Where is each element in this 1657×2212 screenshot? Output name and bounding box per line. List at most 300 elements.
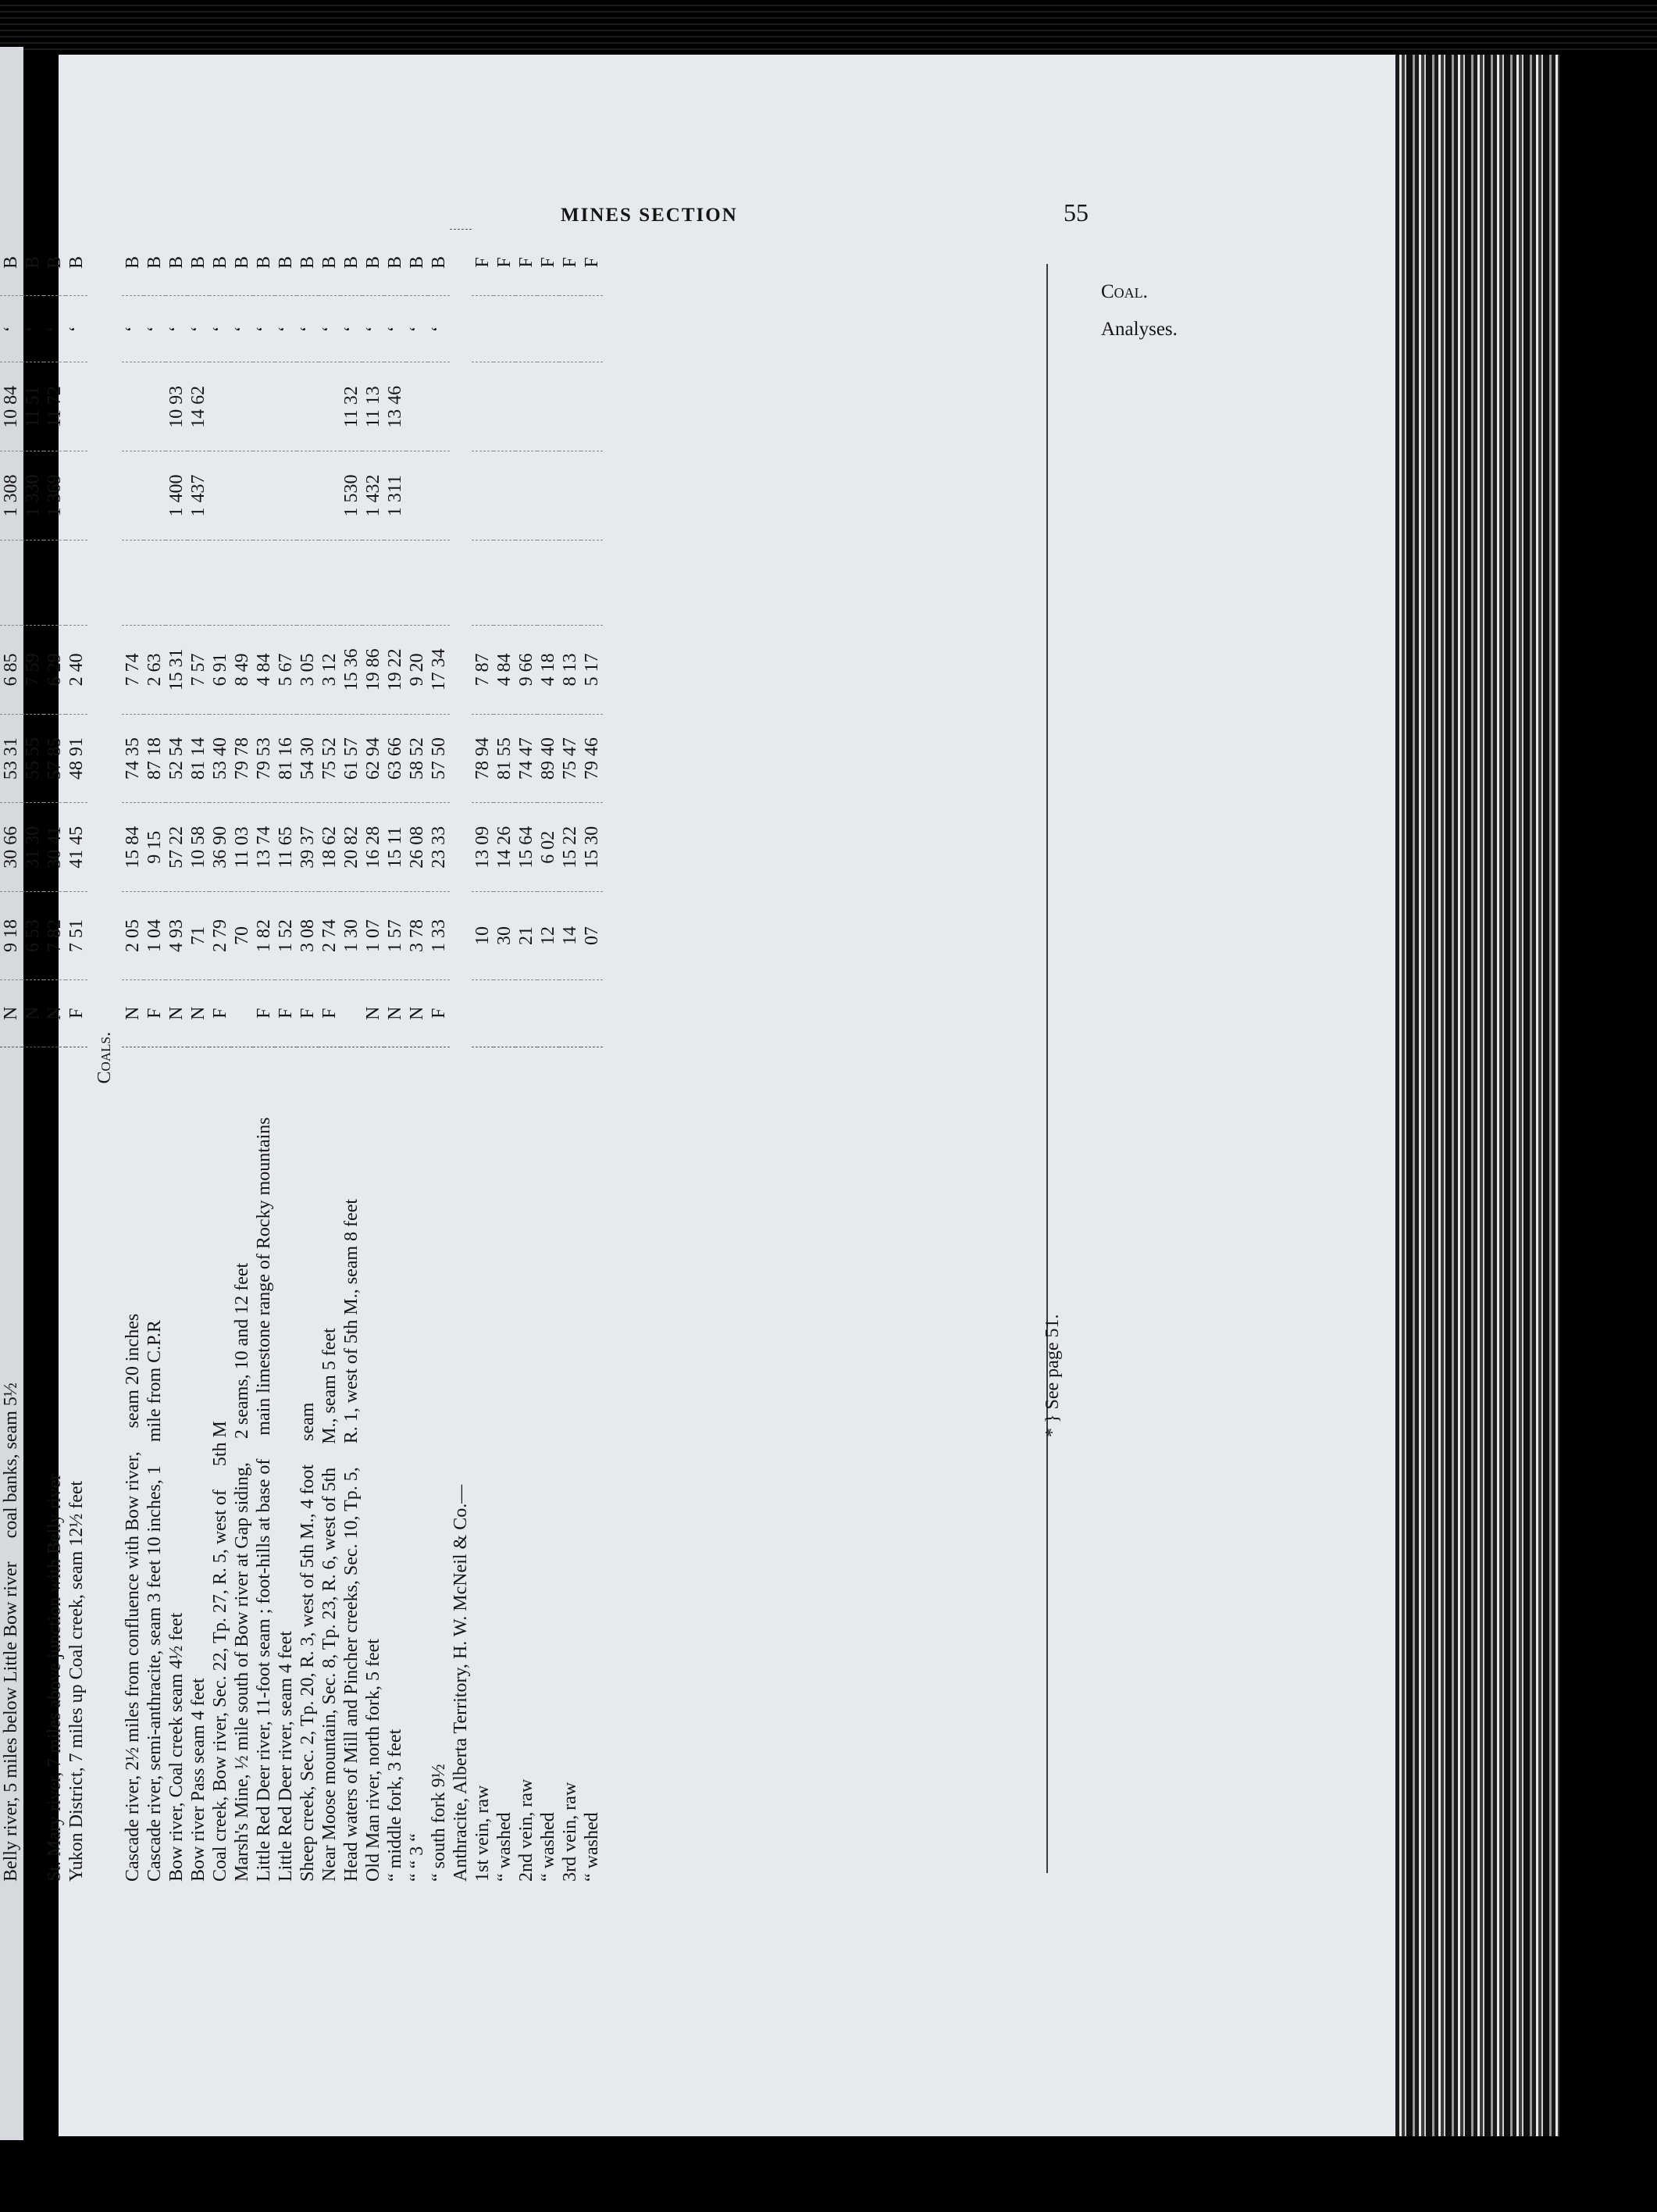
carbon-cell: 81 14 — [187, 714, 209, 803]
col7-cell: 11 72 — [44, 362, 66, 451]
volatile-cell: 18 62 — [319, 803, 340, 892]
volatile-cell: 26 08 — [406, 803, 428, 892]
ash-cell: 15 36 — [340, 626, 362, 715]
col8-cell: ‘ — [44, 296, 66, 362]
locality-name: 2nd vein, raw — [516, 1779, 536, 1882]
col5-cell — [362, 540, 384, 625]
col6-cell — [275, 451, 297, 541]
ash-cell: 9 20 — [406, 626, 428, 715]
col6-cell: 1 437 — [187, 451, 209, 541]
col5-cell — [275, 540, 297, 625]
col7-cell — [275, 362, 297, 451]
col5-cell — [472, 540, 494, 625]
col8-cell: ‘ — [319, 296, 340, 362]
moisture-cell: 1 07 — [362, 892, 384, 980]
volatile-cell: 15 64 — [515, 803, 537, 892]
col5-cell — [0, 540, 22, 625]
locality-name: Cascade river, semi-anthracite, seam 3 feet 10 inches, 1 — [144, 1465, 165, 1882]
volatile-cell: 14 26 — [494, 803, 515, 892]
code-cell — [494, 979, 515, 1047]
moisture-cell: 10 — [472, 892, 494, 980]
locality-name: “ washed — [494, 1812, 515, 1882]
moisture-cell: 1 52 — [275, 892, 297, 980]
ash-cell: 8 49 — [231, 626, 253, 715]
col8-cell: ‘ — [297, 296, 319, 362]
carbon-cell: 62 94 — [362, 714, 384, 803]
locality-cell — [231, 1047, 253, 1886]
col7-cell — [559, 362, 581, 451]
reference-cell: B — [166, 230, 187, 296]
col8-cell — [559, 296, 581, 362]
ash-cell: 6 91 — [209, 626, 231, 715]
col5-cell — [187, 540, 209, 625]
volatile-cell: 31 30 — [22, 803, 44, 892]
reference-cell: F — [581, 230, 603, 296]
locality-name: Yukon District, 7 miles up Coal creek, seam 12½ feet — [66, 1480, 87, 1882]
table-row — [362, 230, 384, 1887]
carbon-cell: 81 16 — [275, 714, 297, 803]
locality-name: Cascade river, 2½ miles from confluence with Bow river, — [123, 1451, 143, 1882]
ash-cell: 3 05 — [297, 626, 319, 715]
col5-cell — [494, 540, 515, 625]
code-cell: F — [319, 1008, 340, 1019]
col7-cell — [144, 362, 166, 451]
table-row — [122, 230, 144, 1887]
reference-cell: B — [362, 230, 384, 296]
locality-name: 1st vein, raw — [472, 1785, 493, 1882]
locality-continuation: seam — [298, 1402, 318, 1441]
volatile-cell: 20 82 — [340, 803, 362, 892]
col8-cell: ‘ — [362, 296, 384, 362]
table-row — [428, 230, 450, 1887]
moisture-cell: 9 18 — [0, 892, 22, 980]
reference-cell: B — [144, 230, 166, 296]
volatile-cell: 39 37 — [297, 803, 319, 892]
col5-cell — [428, 540, 450, 625]
moisture-cell: 2 74 — [319, 892, 340, 980]
table-row — [494, 230, 515, 1887]
locality-name: “ washed — [582, 1812, 602, 1882]
carbon-cell: 81 55 — [494, 714, 515, 803]
locality-cell — [275, 1047, 297, 1886]
col5-cell — [209, 540, 231, 625]
col6-cell — [253, 451, 275, 541]
col6-cell: 1 530 — [340, 451, 362, 541]
col5-cell — [515, 540, 537, 625]
col6-cell: 1 432 — [362, 451, 384, 541]
col7-cell: 14 62 — [187, 362, 209, 451]
code-cell — [537, 979, 559, 1047]
reference-cell: B — [231, 230, 253, 296]
volatile-cell: 6 02 — [537, 803, 559, 892]
col6-cell: 1 400 — [166, 451, 187, 541]
locality-name: Bow river Pass seam 4 feet — [188, 1678, 208, 1882]
reference-cell: B — [428, 230, 450, 296]
col8-cell: ‘ — [122, 296, 144, 362]
code-cell: N — [188, 1006, 208, 1020]
reference-cell: F — [559, 230, 581, 296]
locality-continuation: seam 20 inches — [123, 1313, 143, 1429]
rotated-table-block — [0, 229, 603, 1886]
col6-cell — [122, 451, 144, 541]
col7-cell — [406, 362, 428, 451]
code-cell — [581, 979, 603, 1047]
moisture-cell: 70 — [231, 892, 253, 980]
carbon-cell: 57 50 — [428, 714, 450, 803]
locality-cell — [362, 1047, 384, 1886]
reference-cell: B — [406, 230, 428, 296]
col5-cell — [559, 540, 581, 625]
col5-cell — [166, 540, 187, 625]
carbon-cell: 79 78 — [231, 714, 253, 803]
moisture-cell: 7 51 — [66, 892, 87, 980]
locality-name: “ middle fork, 3 feet — [385, 1729, 405, 1882]
col7-cell — [297, 362, 319, 451]
section-heading: Coals. — [94, 1032, 115, 1084]
table-row — [297, 230, 319, 1887]
col5-cell — [340, 540, 362, 625]
locality-cell — [22, 1047, 44, 1886]
col5-cell — [581, 540, 603, 625]
table-row — [66, 230, 87, 1887]
col7-cell — [581, 362, 603, 451]
ash-cell: 4 84 — [494, 626, 515, 715]
col8-cell — [581, 296, 603, 362]
moisture-cell: 3 78 — [406, 892, 428, 980]
carbon-cell: 54 30 — [297, 714, 319, 803]
locality-name: Little Red Deer river, seam 4 feet — [276, 1631, 296, 1882]
table-row — [559, 230, 581, 1887]
col6-cell — [428, 451, 450, 541]
volatile-cell: 11 03 — [231, 803, 253, 892]
locality-cell — [166, 1047, 187, 1886]
ash-cell: 7 59 — [22, 626, 44, 715]
reference-cell: F — [472, 230, 494, 296]
table-row — [581, 230, 603, 1887]
locality-cell — [515, 1047, 537, 1886]
code-cell: F — [254, 1008, 274, 1019]
code-cell: N — [23, 1006, 43, 1020]
col6-cell — [319, 451, 340, 541]
locality-cell — [406, 1047, 428, 1886]
reference-cell: B — [297, 230, 319, 296]
col7-cell — [494, 362, 515, 451]
locality-name: Coal creek, Bow river, Sec. 22, Tp. 27, R. 5, west of — [210, 1490, 230, 1882]
col7-cell — [515, 362, 537, 451]
volatile-cell: 13 09 — [472, 803, 494, 892]
code-cell: N — [407, 1006, 427, 1020]
ash-cell: 7 74 — [122, 626, 144, 715]
col5-cell — [406, 540, 428, 625]
ash-cell: 7 57 — [187, 626, 209, 715]
running-header: MINES SECTION — [561, 205, 738, 226]
col6-cell — [515, 451, 537, 541]
volatile-cell: 9 15 — [144, 803, 166, 892]
moisture-cell: 14 — [559, 892, 581, 980]
ash-cell: 19 22 — [384, 626, 406, 715]
carbon-cell: 53 31 — [0, 714, 22, 803]
moisture-cell: 6 53 — [22, 892, 44, 980]
volatile-cell: 15 22 — [559, 803, 581, 892]
table-body-anthracite — [472, 230, 603, 1887]
locality-name: Belly river, 5 miles below Little Bow river — [1, 1561, 21, 1882]
volatile-cell: 30 41 — [44, 803, 66, 892]
code-cell: F — [144, 1008, 165, 1019]
moisture-cell: 12 — [537, 892, 559, 980]
col8-cell: ‘ — [384, 296, 406, 362]
ash-cell: 2 40 — [66, 626, 87, 715]
moisture-cell: 2 79 — [209, 892, 231, 980]
carbon-cell: 75 47 — [559, 714, 581, 803]
carbon-cell: 74 35 — [122, 714, 144, 803]
col7-cell: 11 32 — [340, 362, 362, 451]
locality-name: Near Moose mountain, Sec. 8, Tp. 23, R. 6, west of 5th — [319, 1467, 340, 1882]
locality-continuation: 5th M — [210, 1421, 230, 1467]
reference-cell: B — [253, 230, 275, 296]
carbon-cell: 48 91 — [66, 714, 87, 803]
col5-cell — [253, 540, 275, 625]
locality-cell — [44, 1047, 66, 1886]
code-cell — [231, 979, 253, 1047]
table-right-rule — [1046, 264, 1048, 1873]
carbon-cell: 75 52 — [319, 714, 340, 803]
moisture-cell: 3 08 — [297, 892, 319, 980]
code-cell: N — [45, 1006, 65, 1020]
col7-cell — [472, 362, 494, 451]
col8-cell: ‘ — [144, 296, 166, 362]
code-cell: N — [166, 1006, 187, 1020]
side-note — [1101, 273, 1178, 348]
col6-cell — [66, 451, 87, 541]
col6-cell: 1 330 — [22, 451, 44, 541]
reference-cell: B — [66, 230, 87, 296]
locality-cell — [428, 1047, 450, 1886]
col8-cell: ‘ — [166, 296, 187, 362]
col6-cell — [494, 451, 515, 541]
locality-cell — [319, 1047, 340, 1886]
locality-cell — [209, 1047, 231, 1886]
carbon-cell: 79 53 — [253, 714, 275, 803]
carbon-cell: 78 94 — [472, 714, 494, 803]
table-body-top — [0, 230, 87, 1887]
coals-section — [87, 230, 122, 1887]
volatile-cell: 15 30 — [581, 803, 603, 892]
moisture-cell: 1 04 — [144, 892, 166, 980]
reference-cell: B — [275, 230, 297, 296]
col8-cell: ‘ — [406, 296, 428, 362]
moisture-cell: 1 33 — [428, 892, 450, 980]
moisture-cell: 07 — [581, 892, 603, 980]
scan-top-band — [0, 0, 1657, 55]
code-cell: F — [429, 1008, 449, 1019]
reference-cell: B — [44, 230, 66, 296]
moisture-cell: 1 82 — [253, 892, 275, 980]
locality-name: Old Man river, north fork, 5 feet — [363, 1639, 383, 1882]
table-row — [187, 230, 209, 1887]
volatile-cell: 15 84 — [122, 803, 144, 892]
ash-cell: 2 63 — [144, 626, 166, 715]
ash-cell: 6 85 — [0, 626, 22, 715]
locality-name: Head waters of Mill and Pincher creeks, Sec. 10, Tp. 5, — [341, 1467, 362, 1882]
locality-cell — [581, 1047, 603, 1886]
locality-cell — [340, 1047, 362, 1886]
volatile-cell: 57 22 — [166, 803, 187, 892]
carbon-cell: 74 47 — [515, 714, 537, 803]
locality-name: “ washed — [538, 1812, 558, 1882]
reference-cell: B — [0, 230, 22, 296]
reference-cell: B — [122, 230, 144, 296]
locality-cell — [187, 1047, 209, 1886]
table-row — [0, 230, 22, 1887]
col7-cell — [428, 362, 450, 451]
volatile-cell: 11 65 — [275, 803, 297, 892]
locality-cell — [122, 1047, 144, 1886]
locality-cell — [537, 1047, 559, 1886]
col7-cell — [209, 362, 231, 451]
locality-cell — [144, 1047, 166, 1886]
locality-continuation: mile from C.P.R — [144, 1320, 165, 1443]
col6-cell — [581, 451, 603, 541]
col6-cell — [537, 451, 559, 541]
locality-cell — [253, 1047, 275, 1886]
table-row — [472, 230, 494, 1887]
carbon-cell: 87 18 — [144, 714, 166, 803]
locality-continuation: M., seam 5 feet — [319, 1328, 340, 1444]
moisture-cell: 71 — [187, 892, 209, 980]
ash-cell: 17 34 — [428, 626, 450, 715]
anthracite-heading-row — [450, 230, 472, 1887]
locality-name: Sheep creek, Sec. 2, Tp. 20, R. 3, west of 5th M., 4 foot — [298, 1464, 318, 1882]
col8-cell: ‘ — [0, 296, 22, 362]
moisture-cell: 2 05 — [122, 892, 144, 980]
carbon-cell: 57 85 — [44, 714, 66, 803]
table-row — [209, 230, 231, 1887]
col6-cell — [472, 451, 494, 541]
col5-cell — [231, 540, 253, 625]
locality-name: St. Mary river, 7 miles above junction with Belly river — [45, 1473, 65, 1882]
table-row — [537, 230, 559, 1887]
side-note-analyses: Analyses. — [1101, 319, 1178, 340]
ash-cell: 3 12 — [319, 626, 340, 715]
volatile-cell: 10 58 — [187, 803, 209, 892]
carbon-cell: 63 66 — [384, 714, 406, 803]
locality-name: Bow river, Coal creek seam 4½ feet — [166, 1612, 187, 1882]
anthracite-section — [450, 230, 472, 1887]
table-row — [144, 230, 166, 1887]
col5-cell — [122, 540, 144, 625]
code-cell — [515, 979, 537, 1047]
table-row — [275, 230, 297, 1887]
ash-cell: 5 17 — [581, 626, 603, 715]
volatile-cell: 16 28 — [362, 803, 384, 892]
col7-cell — [319, 362, 340, 451]
moisture-cell: 21 — [515, 892, 537, 980]
col8-cell — [494, 296, 515, 362]
col6-cell — [144, 451, 166, 541]
col5-cell — [66, 540, 87, 625]
table-row — [44, 230, 66, 1887]
reference-cell: B — [384, 230, 406, 296]
code-cell: N — [385, 1006, 405, 1020]
col7-cell: 10 93 — [166, 362, 187, 451]
moisture-cell: 30 — [494, 892, 515, 980]
code-cell: F — [276, 1008, 296, 1019]
col6-cell: 1 369 — [44, 451, 66, 541]
code-cell: F — [66, 1008, 87, 1019]
carbon-cell: 79 46 — [581, 714, 603, 803]
col6-cell: 1 311 — [384, 451, 406, 541]
col7-cell — [537, 362, 559, 451]
reference-cell: B — [340, 230, 362, 296]
col5-cell — [44, 540, 66, 625]
reference-cell: B — [209, 230, 231, 296]
volatile-cell: 23 33 — [428, 803, 450, 892]
col7-cell: 11 13 — [362, 362, 384, 451]
ash-cell: 4 18 — [537, 626, 559, 715]
col8-cell — [515, 296, 537, 362]
col6-cell — [406, 451, 428, 541]
carbon-cell: 58 52 — [406, 714, 428, 803]
code-cell: F — [210, 1008, 230, 1019]
locality-cell — [494, 1047, 515, 1886]
col7-cell — [66, 362, 87, 451]
reference-cell: F — [515, 230, 537, 296]
reference-cell: B — [319, 230, 340, 296]
code-cell — [340, 979, 362, 1047]
coal-analyses-table — [0, 229, 603, 1886]
table-row — [166, 230, 187, 1887]
col8-cell — [537, 296, 559, 362]
col8-cell: ‘ — [340, 296, 362, 362]
carbon-cell: 89 40 — [537, 714, 559, 803]
reference-cell: F — [537, 230, 559, 296]
locality-cell — [297, 1047, 319, 1886]
table-row — [340, 230, 362, 1887]
col8-cell: ‘ — [253, 296, 275, 362]
moisture-cell: 1 30 — [340, 892, 362, 980]
col5-cell — [297, 540, 319, 625]
table-row — [253, 230, 275, 1887]
reference-cell: B — [22, 230, 44, 296]
anthracite-heading: Anthracite, Alberta Territory, H. W. McNeil & Co.— — [450, 230, 472, 1887]
locality-continuation: main limestone range of Rocky mountains — [254, 1117, 274, 1436]
locality-continuation: coal banks, seam 5½ — [1, 1382, 21, 1539]
col8-cell: ‘ — [231, 296, 253, 362]
table-row — [22, 230, 44, 1887]
col8-cell — [472, 296, 494, 362]
col5-cell — [22, 540, 44, 625]
section-heading-row — [87, 230, 122, 1887]
moisture-cell: 1 57 — [384, 892, 406, 980]
table-row — [406, 230, 428, 1887]
reference-cell: F — [494, 230, 515, 296]
carbon-cell: 61 57 — [340, 714, 362, 803]
side-note-coal: Coal. — [1101, 281, 1148, 302]
table-row — [515, 230, 537, 1887]
code-cell — [559, 979, 581, 1047]
ash-cell: 8 13 — [559, 626, 581, 715]
carbon-cell: 53 40 — [209, 714, 231, 803]
col6-cell — [559, 451, 581, 541]
col5-cell — [537, 540, 559, 625]
table-body-coals — [122, 230, 450, 1887]
table-row — [231, 230, 253, 1887]
carbon-cell: 55 55 — [22, 714, 44, 803]
locality-continuation: R. 1, west of 5th M., seam 8 feet — [341, 1198, 362, 1444]
col7-cell: 10 84 — [0, 362, 22, 451]
moisture-cell: 4 93 — [166, 892, 187, 980]
ash-cell: 19 86 — [362, 626, 384, 715]
